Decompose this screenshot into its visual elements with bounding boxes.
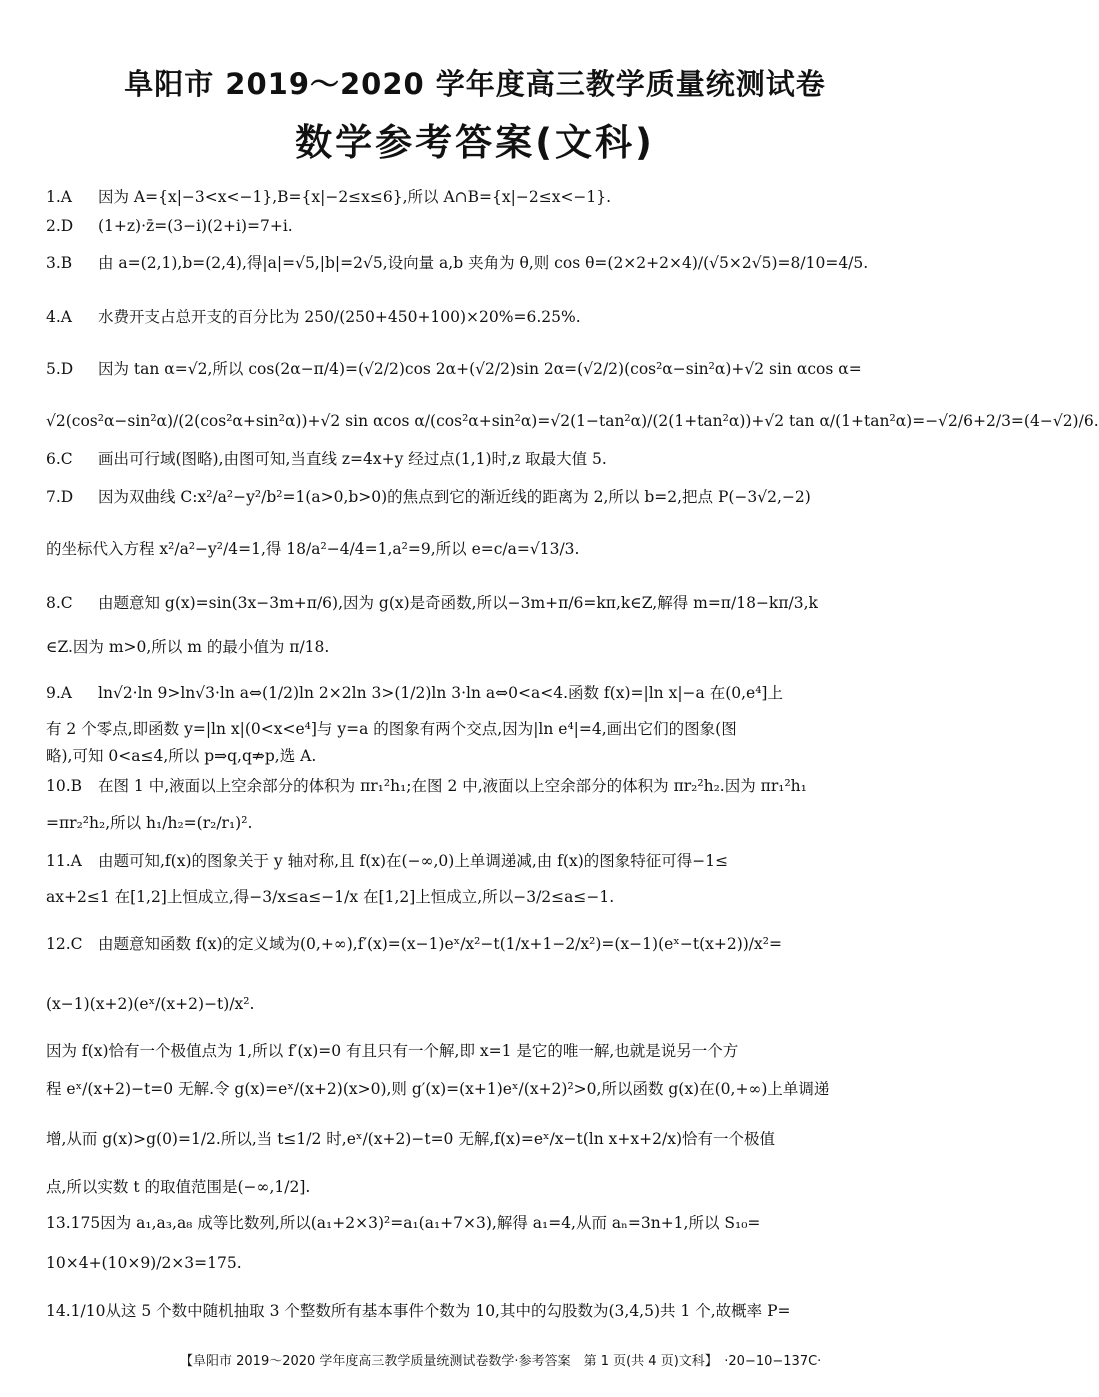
- answer-9-line-3: 略),可知 0<a≤4,所以 p⇒q,q⇏p,选 A.: [46, 747, 317, 765]
- answer-9-line-2: 有 2 个零点,即函数 y=|ln x|(0<x<e⁴]与 y=a 的图象有两个交点,因为|ln e⁴|=4,画出它们的图象(图: [46, 720, 737, 738]
- answer-13-line-2: 10×4+(10×9)/2×3=175.: [46, 1254, 242, 1272]
- answer-7-line-2: 的坐标代入方程 x²/a²−y²/4=1,得 18/a²−4/4=1,a²=9,所以 e=c/a=√13/3.: [46, 540, 580, 558]
- answer-14: 14.1/10从这 5 个数中随机抽取 3 个整数所有基本事件个数为 10,其中的勾股数为(3,4,5)共 1 个,故概率 P=: [46, 1302, 791, 1320]
- answer-11: 11.A 由题可知,f(x)的图象关于 y 轴对称,且 f(x)在(−∞,0)上单调递减,由 f(x)的图象特征可得−1≤: [46, 852, 729, 870]
- answer-12-line-5: 增,从而 g(x)>g(0)=1/2.所以,当 t≤1/2 时,eˣ/(x+2)−t=0 无解,f(x)=eˣ/x−t(ln x+x+2/x)恰有一个极值: [46, 1130, 776, 1148]
- answer-5-line-2: √2(cos²α−sin²α)/(2(cos²α+sin²α))+√2 sin αcos α/(cos²α+sin²α)=√2(1−tan²α)/(2(1+tan²α))+√2 tan α/(1+tan²α)=−√2/6+2/3=(4−√2)/6.: [46, 412, 1099, 430]
- page-footer: 【阜阳市 2019～2020 学年度高三教学质量统测试卷数学·参考答案 第 1 页(共 4 页)文科】 ·20−10−137C·: [180, 1354, 822, 1369]
- answer-5: 5.D 因为 tan α=√2,所以 cos(2α−π/4)=(√2/2)cos 2α+(√2/2)sin 2α=(√2/2)(cos²α−sin²α)+√2 sin αcos α=: [46, 360, 862, 378]
- answer-12-line-3: 因为 f(x)恰有一个极值点为 1,所以 f′(x)=0 有且只有一个解,即 x=1 是它的唯一解,也就是说另一个方: [46, 1042, 739, 1060]
- answer-12: 12.C 由题意知函数 f(x)的定义域为(0,+∞),f′(x)=(x−1)eˣ/x²−t(1/x+1−2/x²)=(x−1)(eˣ−t(x+2))/x²=: [46, 935, 782, 953]
- answer-10-line-2: =πr₂²h₂,所以 h₁/h₂=(r₂/r₁)².: [46, 814, 253, 832]
- answer-1: 1.A 因为 A={x|−3<x<−1},B={x|−2≤x≤6},所以 A∩B={x|−2≤x<−1}.: [46, 188, 612, 206]
- title-line-1: 阜阳市 2019～2020 学年度高三教学质量统测试卷: [124, 67, 826, 101]
- answer-8: 8.C 由题意知 g(x)=sin(3x−3m+π/6),因为 g(x)是奇函数,所以−3m+π/6=kπ,k∈Z,解得 m=π/18−kπ/3,k: [46, 594, 818, 612]
- title-line-2: 数学参考答案(文科): [295, 121, 655, 164]
- answer-4: 4.A 水费开支占总开支的百分比为 250/(250+450+100)×20%=6.25%.: [46, 308, 581, 326]
- answer-3: 3.B 由 a=(2,1),b=(2,4),得|a|=√5,|b|=2√5,设向量 a,b 夹角为 θ,则 cos θ=(2×2+2×4)/(√5×2√5)=8/10=4/5.: [46, 254, 869, 272]
- answer-12-line-4: 程 eˣ/(x+2)−t=0 无解.令 g(x)=eˣ/(x+2)(x>0),则 g′(x)=(x+1)eˣ/(x+2)²>0,所以函数 g(x)在(0,+∞)上单调递: [46, 1080, 830, 1098]
- answer-13: 13.175因为 a₁,a₃,a₈ 成等比数列,所以(a₁+2×3)²=a₁(a₁+7×3),解得 a₁=4,从而 aₙ=3n+1,所以 S₁₀=: [46, 1214, 761, 1232]
- answer-6: 6.C 画出可行域(图略),由图可知,当直线 z=4x+y 经过点(1,1)时,z 取最大值 5.: [46, 450, 607, 468]
- answer-9: 9.A ln√2·ln 9>ln√3·ln a⇔(1/2)ln 2×2ln 3>(1/2)ln 3·ln a⇔0<a<4.函数 f(x)=|ln x|−a 在(0,e⁴]上: [46, 684, 783, 702]
- answer-7: 7.D 因为双曲线 C:x²/a²−y²/b²=1(a>0,b>0)的焦点到它的渐近线的距离为 2,所以 b=2,把点 P(−3√2,−2): [46, 488, 811, 506]
- answer-10: 10.B 在图 1 中,液面以上空余部分的体积为 πr₁²h₁;在图 2 中,液面以上空余部分的体积为 πr₂²h₂.因为 πr₁²h₁: [46, 777, 807, 795]
- answer-12-line-2: (x−1)(x+2)(eˣ/(x+2)−t)/x².: [46, 995, 255, 1013]
- answer-12-line-6: 点,所以实数 t 的取值范围是(−∞,1/2].: [46, 1178, 311, 1196]
- answer-2: 2.D (1+z)·z̄=(3−i)(2+i)=7+i.: [46, 217, 293, 235]
- answer-11-line-2: ax+2≤1 在[1,2]上恒成立,得−3/x≤a≤−1/x 在[1,2]上恒成立,所以−3/2≤a≤−1.: [46, 888, 615, 906]
- answer-8-line-2: ∈Z.因为 m>0,所以 m 的最小值为 π/18.: [46, 638, 330, 656]
